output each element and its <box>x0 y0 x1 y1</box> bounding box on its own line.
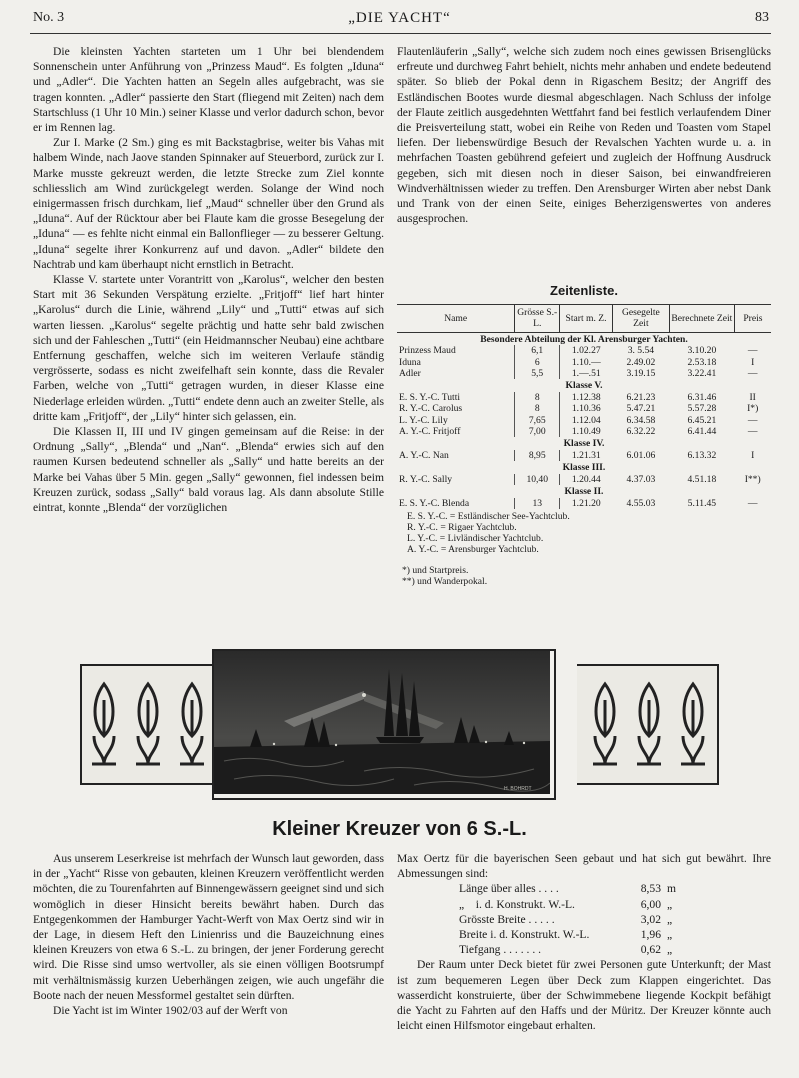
paragraph: Flautenläuferin „Sally“, welche sich zudem noch eines gewissen Brisenglücks erfreute und durchweg Fahrt behielt, nichts mehr anhaben und endete bedeutend später. So blieb der Pokal denn in Rigaschem Besitz; der Angriff des Estländischen Bootes wurde diesmal abgeschlagen. Nach Schluss der infolge der Flaute zeitlich ausgedehnten Wettfahrt fand bei festlich verlaufendem Diner die Preisverteilung statt, wobei ein Reihe von Reden und Toasten vom Stapel liefen. Der liebenswürdige Besuch der Revalschen Yachten wurde u. a. in mehrfachen Toasten gebührend gefeiert und zugleich der Hoffnung Ausdruck gegeben, sich mit diesen noch in dieser Saison, bei einwandfreieren Windverhältnissen wieder zu treffen. Den Arensburger Wirten aber nebst Dank und Trank von der einen Seite, einiges Beherzigenswertes von anderes ausgesprochen. <box>397 45 771 226</box>
abbreviation-line: R. Y.-C. = Rigaer Yachtclub. <box>407 521 517 533</box>
table-section-heading <box>397 485 771 497</box>
ornament-frame-right <box>577 664 719 785</box>
table-cell: 1.12.38 <box>560 392 613 403</box>
table-cell: Iduna <box>399 356 421 368</box>
night-sea-painting <box>212 649 556 800</box>
ornament-frame-left <box>80 664 222 785</box>
dimension-unit: „ <box>667 943 673 957</box>
paragraph: Aus unserem Leserkreise ist mehrfach der Wunsch laut geworden, dass in der „Yacht“ Risse von gebauten, kleinen Kreuzern veröffentlicht werden möchten, die zu Tourenfahrten auf Binnengewässern geeignet sind und sich womöglich in dieser Hinsicht bereits bewährt haben. Durch das Entgegenkommen der Hamburger Yacht-Werft von Max Oertz sind wir in der Lage, in diesem Heft den Linienriss und die Bauzeichnung eines kleinen Kreuzers von etwa 6 S.-L. zu bringen, der jener Forderung gerecht wird. Die Risse sind umso wertvoller, als sie einen völligen Bootsrumpf mit verhältnismässig kurzen Ueberhängen zeigen, wie auch ungefähr die Boote nach der neuen Messformel gestaltet sein dürften. <box>33 852 384 1002</box>
table-section-heading <box>397 379 771 391</box>
paragraph: Die Yacht ist im Winter 1902/03 auf der Werft von <box>53 1004 288 1018</box>
dimension-label: Breite i. d. Konstrukt. W.-L. <box>459 927 590 941</box>
table-cell: 6.45.21 <box>687 414 717 426</box>
abbreviation-line: E. S. Y.-C. = Estländischer See-Yachtclub. <box>407 510 570 522</box>
table-cell: 7,65 <box>515 415 560 426</box>
dimension-label: Länge über alles . . . . <box>459 882 559 896</box>
results-table-title: Zeitenliste. <box>550 283 618 298</box>
table-cell: 1.10.36 <box>560 403 613 414</box>
table-cell: 8 <box>515 392 560 403</box>
table-cell: 1.12.04 <box>560 415 613 426</box>
table-section-heading <box>397 332 771 345</box>
article-right-column <box>397 851 771 1033</box>
table-cell: 6.31.46 <box>687 391 717 403</box>
table-row <box>397 392 771 403</box>
table-cell: — <box>747 368 758 380</box>
dimension-row <box>459 897 771 912</box>
table-cell: E. S. Y.-C. Tutti <box>399 391 461 403</box>
table-cell: I <box>751 449 755 461</box>
table-cell: L. Y.-C. Lily <box>399 414 448 426</box>
table-cell: 13 <box>515 498 560 509</box>
dimension-unit: „ <box>667 912 673 926</box>
abbreviation-line: A. Y.-C. = Arensburger Yachtclub. <box>407 543 539 555</box>
column-header: Preis <box>734 305 771 333</box>
table-cell: 6.13.32 <box>687 449 717 461</box>
section-heading-cell: Klasse V. <box>565 380 603 392</box>
table-cell: 5.57.28 <box>687 403 717 415</box>
table-cell: 6.32.22 <box>626 426 656 438</box>
table-cell: 1.10.49 <box>560 426 613 437</box>
table-cell: 5.11.45 <box>687 497 717 509</box>
dimension-row <box>459 912 771 927</box>
table-cell: 6 <box>515 357 560 368</box>
dimension-unit: „ <box>667 927 673 941</box>
dimension-value: 0,62 <box>640 943 661 957</box>
table-cell: 6.21.23 <box>626 391 656 403</box>
article-title: Kleiner Kreuzer von 6 S.-L. <box>272 818 527 840</box>
table-row <box>397 498 771 509</box>
dimension-value: 3,02 <box>640 912 661 926</box>
table-cell: 6.01.06 <box>626 449 656 461</box>
table-cell: I*) <box>747 403 759 415</box>
table-cell: A. Y.-C. Nan <box>399 449 449 461</box>
section-heading-cell: Klasse III. <box>562 462 606 474</box>
paragraph: Die Klassen II, III und IV gingen gemeinsam auf die Reise: in der Ordnung „Sally“, „Blenda“ und „Nan“. „Blenda“ erwies sich auf den raumen Kursen bedeutend schneller als „Sally“ und hatte bereits an der Marke bei Vahas über 5 Min. gegen „Sally“ gewonnen, fiel indessen beim Kreuzen zurück, sodass „Sally“ bald voraus lag. Als dann absolute Stille eintrat, konnte „Blenda“ der vorzüglichen <box>33 425 384 515</box>
table-cell: R. Y.-C. Carolus <box>399 403 463 415</box>
table-cell: 2.49.02 <box>626 356 656 368</box>
paragraph: Zur I. Marke (2 Sm.) ging es mit Backstagbrise, weiter bis Vahas mit halbem Winde, nach Jaove standen Spinnaker auf Steuerbord, zurück zur I. Marke musste gekreuzt werden, die letzte Strecke zum Ziel konnte schliesslich am Wind zurückgelegt werden. Solange der Wind noch einigermassen frisch durchkam, lief „Maud“ schneller über den Grund als „Iduna“. Auf der Rücktour aber bei Flaute kam die grosse Besegelung der „Iduna“ — es fehlte nicht einmal ein Ballonflieger — zu besserer Geltung. „Iduna“ segelte ihrer Konkurrenz auf und davon. „Adler“ bildete den Nachtrab und kam überhaupt nicht ernstlich in Betracht. <box>33 136 384 271</box>
results-table-block <box>397 283 771 588</box>
table-cell: A. Y.-C. Fritjoff <box>399 426 461 438</box>
table-section-heading <box>397 461 771 473</box>
table-cell: 4.37.03 <box>626 473 656 485</box>
table-row <box>397 357 771 368</box>
table-cell: 1.02.27 <box>560 345 613 356</box>
table-cell: Prinzess Maud <box>399 345 456 357</box>
table-cell: 6.34.58 <box>626 414 656 426</box>
table-cell: 1.20.44 <box>560 474 613 485</box>
left-column <box>33 44 384 515</box>
illustration-banner <box>80 649 719 796</box>
table-cell: 1.—.51 <box>560 368 613 379</box>
dimension-label: Tiefgang . . . . . . . <box>459 943 542 957</box>
table-cell: 1.21.31 <box>560 450 613 461</box>
artist-signature: H. BOHRDT <box>504 786 532 792</box>
results-table <box>397 304 771 509</box>
column-header: Name <box>397 305 515 333</box>
table-cell: 6.41.44 <box>687 426 717 438</box>
section-heading-cell: Besondere Abteilung der Kl. Arensburger Yachten. <box>480 333 688 345</box>
dimension-row <box>459 881 771 896</box>
table-cell: 6,1 <box>515 345 560 356</box>
dimension-value: 1,96 <box>640 927 661 941</box>
table-cell: — <box>747 414 758 426</box>
footnotes <box>402 565 771 588</box>
dimension-label: Grösste Breite . . . . . <box>459 912 555 926</box>
table-cell: I**) <box>744 473 761 485</box>
table-cell: 3. 5.54 <box>627 345 655 357</box>
table-cell: I <box>751 356 755 368</box>
dimension-row <box>459 927 771 942</box>
table-cell: — <box>747 426 758 438</box>
table-cell: — <box>747 345 758 357</box>
table-cell: 10,40 <box>515 474 560 485</box>
footnote: **) und Wanderpokal. <box>402 576 488 588</box>
paragraph: Klasse V. startete unter Vorantritt von „Karolus“, welcher den besten Start mit 36 Sekunden Verspätung erzielte. „Fritjoff“ lief hart hinter „Karolus“ durch die Linie, während „Lily“ und „Tutti“ etwas auf sich warten liessen. „Karolus“ segelte prächtig und hatte sehr bald zwischen sich und der Fahleschen „Tutti“ (ein Heidmannscher Neubau) eine achtbare Entfernung geschaffen, welche sich im weiteren Verlaufe ständig vergrösserte, sodass es nicht zweifelhaft sein konnte, dass die Revaler Farben, welche von „Tutti“ getragen wurden, in dieser Klasse eine Niederlage erleiden würden. „Tutti“ endete denn auch an zweiter Stelle, als dritte kam „Fritjoff“, der „Lily“ hinter sich gelassen, ein. <box>33 273 384 423</box>
running-title: „DIE YACHT“ <box>348 10 451 26</box>
table-row <box>397 415 771 426</box>
club-abbreviations <box>407 511 771 555</box>
column-header: Berechnete Zeit <box>669 305 734 333</box>
table-cell: 4.51.18 <box>687 473 717 485</box>
table-cell: Adler <box>399 368 421 380</box>
table-cell: 1.10.— <box>560 357 613 368</box>
table-cell: — <box>747 497 758 509</box>
table-cell: 8,95 <box>515 450 560 461</box>
table-cell: 1.21.20 <box>560 498 613 509</box>
table-cell: 8 <box>515 403 560 414</box>
dimension-label: „ i. d. Konstrukt. W.-L. <box>459 897 575 911</box>
dimension-value: 8,53 <box>640 882 661 896</box>
dimensions-list <box>459 881 771 957</box>
abbreviation-line: L. Y.-C. = Livländischer Yachtclub. <box>407 532 544 544</box>
column-header: Start m. Z. <box>560 305 613 333</box>
header-rule <box>30 33 771 34</box>
sailing-ships-night-scene <box>214 651 550 794</box>
section-heading-cell: Klasse II. <box>564 486 604 498</box>
table-row <box>397 368 771 379</box>
tulip-ornament-icon <box>577 680 717 768</box>
table-cell: 5.47.21 <box>626 403 656 415</box>
dimension-unit: m <box>667 882 677 896</box>
table-row <box>397 345 771 356</box>
tulip-ornament-icon <box>82 680 222 768</box>
table-cell: 5,5 <box>515 368 560 379</box>
table-cell: 7,00 <box>515 426 560 437</box>
table-cell: 3.10.20 <box>687 345 717 357</box>
table-cell: R. Y.-C. Sally <box>399 473 453 485</box>
paragraph: Die kleinsten Yachten starteten um 1 Uhr bei blendendem Sonnenschein unter Anführung von „Prinzess Maud“. Es folgten „Iduna“ und „Adler“. Die Yachten hatten an Segeln alles aufgebracht, was sie tragen konnten. „Adler“ passierte den Start (fliegend mit Zeiten) nach dem Startschluss (1 Uhr 10 Min.) seiner Klasse und verlor dadurch schon, bevor er im Rennen lag. <box>33 45 384 135</box>
table-cell: 3.22.41 <box>687 368 717 380</box>
section-heading-cell: Klasse IV. <box>563 438 605 450</box>
dimension-unit: „ <box>667 897 673 911</box>
table-cell: 2.53.18 <box>687 356 717 368</box>
table-section-heading <box>397 437 771 449</box>
right-column <box>397 44 771 226</box>
article-left-column <box>33 851 384 1018</box>
column-header: Gesegelte Zeit <box>612 305 669 333</box>
column-header: Grösse S.-L. <box>515 305 560 333</box>
table-cell: 3.19.15 <box>626 368 656 380</box>
footnote: *) und Startpreis. <box>402 564 469 576</box>
table-row <box>397 426 771 437</box>
table-cell: II <box>749 391 756 403</box>
table-row <box>397 474 771 485</box>
table-cell: E. S. Y.-C. Blenda <box>399 497 470 509</box>
table-row <box>397 403 771 414</box>
table-cell: 4.55.03 <box>626 497 656 509</box>
dimension-row <box>459 942 771 957</box>
table-header-row <box>397 305 771 333</box>
issue-number: No. 3 <box>33 10 65 25</box>
paragraph: Max Oertz für die bayerischen Seen gebaut und hat sich gut bewährt. Ihre Abmessungen sind: <box>397 852 771 881</box>
results-table-body <box>397 332 771 509</box>
paragraph: Der Raum unter Deck bietet für zwei Personen gute Unterkunft; der Mast ist zum bequemeren Legen über Deck zum Klappen eingerichtet. Das wasserdicht konstruierte, über der Schwimmebene liegende Kockpit befähigt die Yacht zu Fahrten auf den Haffs und der Müritz. Der Kreuzer könnte auch leicht einen Hilfsmotor eingebaut erhalten. <box>397 958 771 1033</box>
table-row <box>397 450 771 461</box>
dimension-value: 6,00 <box>640 897 661 911</box>
page-number: 83 <box>755 10 769 25</box>
